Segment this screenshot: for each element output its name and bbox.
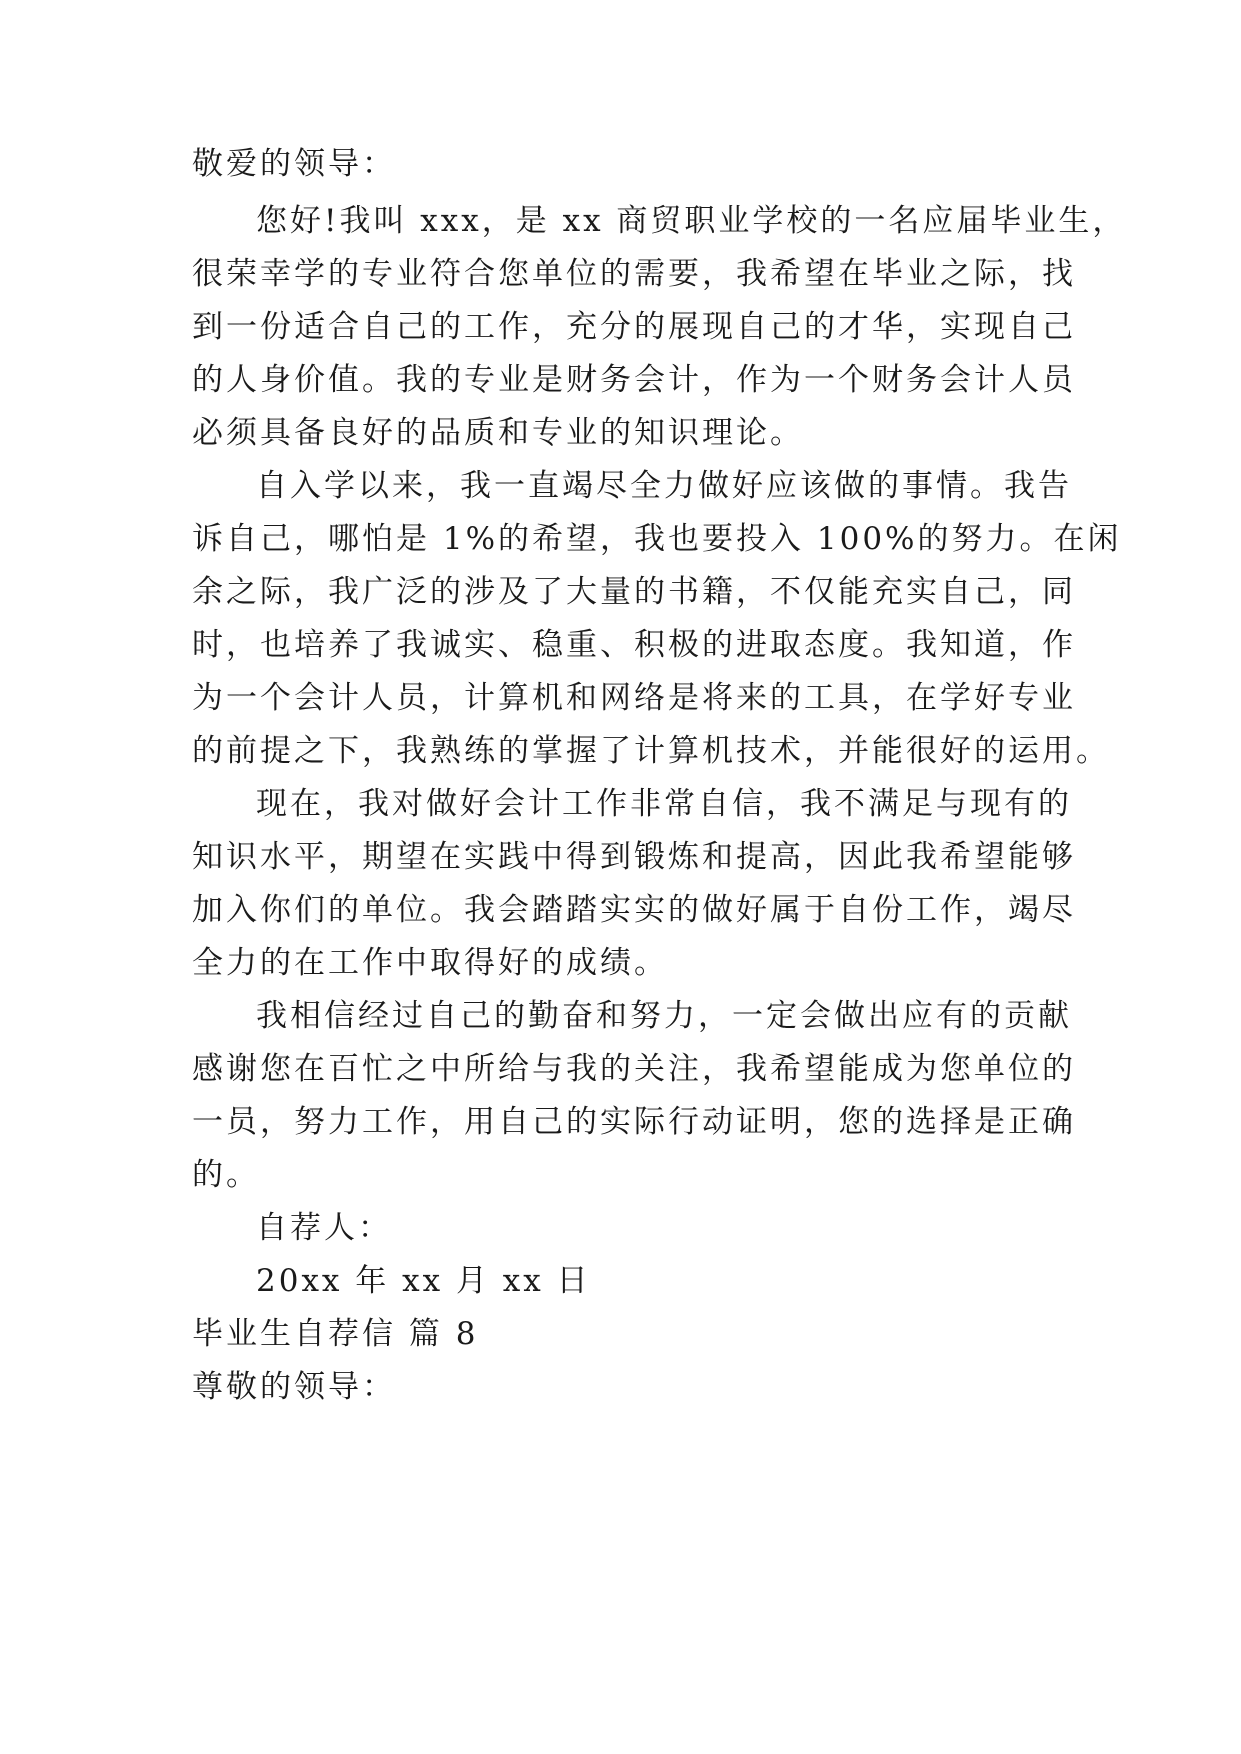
paragraph-2-line-4: 时，也培养了我诚实、稳重、积极的进取态度。我知道，作 [192, 627, 1076, 663]
paragraph-3-line-4: 全力的在工作中取得好的成绩。 [192, 945, 668, 981]
paragraph-1-line-3: 到一份适合自己的工作，充分的展现自己的才华，实现自己 [192, 309, 1076, 345]
salutation: 敬爱的领导： [192, 146, 396, 182]
paragraph-4-line-3: 一员，努力工作，用自己的实际行动证明，您的选择是正确 [192, 1104, 1076, 1140]
paragraph-1-line-4: 的人身价值。我的专业是财务会计，作为一个财务会计人员 [192, 362, 1076, 398]
paragraph-2-line-1: 自入学以来，我一直竭尽全力做好应该做的事情。我告 [256, 468, 1072, 504]
paragraph-1-line-1: 您好!我叫 xxx，是 xx 商贸职业学校的一名应届毕业生， [256, 203, 1127, 239]
paragraph-3-line-2: 知识水平，期望在实践中得到锻炼和提高，因此我希望能够 [192, 839, 1076, 875]
paragraph-2-line-2: 诉自己，哪怕是 1%的希望，我也要投入 100%的努力。在闲 [192, 521, 1122, 557]
paragraph-1-line-5: 必须具备良好的品质和专业的知识理论。 [192, 415, 804, 451]
paragraph-4-line-4: 的。 [192, 1157, 260, 1193]
letter-date: 20xx 年 xx 月 xx 日 [256, 1263, 591, 1299]
paragraph-2-line-6: 的前提之下，我熟练的掌握了计算机技术，并能很好的运用。 [192, 733, 1110, 769]
section-heading: 毕业生自荐信 篇 8 [192, 1316, 479, 1352]
paragraph-1-line-2: 很荣幸学的专业符合您单位的需要，我希望在毕业之际，找 [192, 256, 1076, 292]
paragraph-2-line-3: 余之际，我广泛的涉及了大量的书籍，不仅能充实自己，同 [192, 574, 1076, 610]
signature-label: 自荐人： [256, 1210, 392, 1246]
paragraph-4-line-2: 感谢您在百忙之中所给与我的关注，我希望能成为您单位的 [192, 1051, 1076, 1087]
paragraph-3-line-3: 加入你们的单位。我会踏踏实实的做好属于自份工作，竭尽 [192, 892, 1076, 928]
paragraph-2-line-5: 为一个会计人员，计算机和网络是将来的工具，在学好专业 [192, 680, 1076, 716]
paragraph-4-line-1: 我相信经过自己的勤奋和努力，一定会做出应有的贡献 [256, 998, 1072, 1034]
paragraph-3-line-1: 现在，我对做好会计工作非常自信，我不满足与现有的 [256, 786, 1072, 822]
letter-2-salutation: 尊敬的领导： [192, 1369, 396, 1405]
